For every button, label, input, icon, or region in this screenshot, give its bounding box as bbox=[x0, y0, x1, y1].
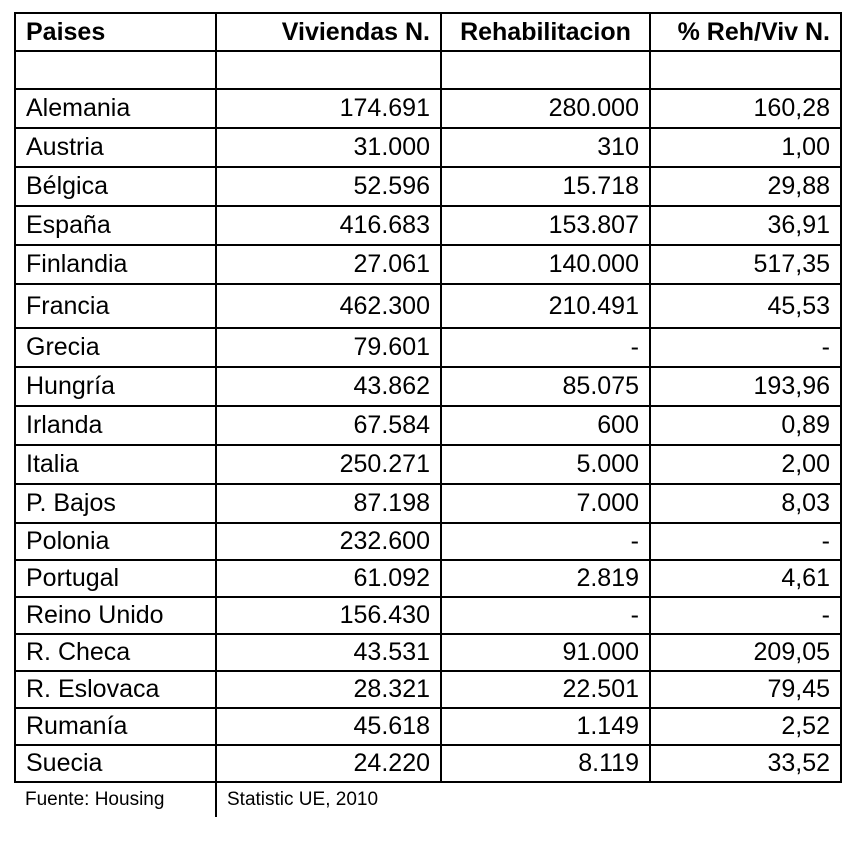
percent-cell: 2,52 bbox=[650, 708, 841, 745]
percent-cell: 29,88 bbox=[650, 167, 841, 206]
table-row bbox=[15, 406, 841, 445]
country-cell: Portugal bbox=[15, 560, 216, 597]
country-cell: España bbox=[15, 206, 216, 245]
table-row bbox=[15, 745, 841, 782]
header-rehabilitacion: Rehabilitacion bbox=[441, 13, 650, 51]
source-note-part2: Statistic UE, 2010 bbox=[216, 782, 841, 817]
header-paises: Paises bbox=[15, 13, 216, 51]
percent-cell: 36,91 bbox=[650, 206, 841, 245]
percent-cell: - bbox=[650, 328, 841, 367]
table-row bbox=[15, 128, 841, 167]
country-cell: R. Eslovaca bbox=[15, 671, 216, 708]
rehabilitacion-cell: 600 bbox=[441, 406, 650, 445]
country-cell: Grecia bbox=[15, 328, 216, 367]
country-cell: Austria bbox=[15, 128, 216, 167]
rehabilitacion-cell: - bbox=[441, 597, 650, 634]
viviendas-cell: 27.061 bbox=[216, 245, 441, 284]
percent-cell: 33,52 bbox=[650, 745, 841, 782]
table-row bbox=[15, 708, 841, 745]
percent-cell: 4,61 bbox=[650, 560, 841, 597]
percent-cell: 517,35 bbox=[650, 245, 841, 284]
housing-table bbox=[14, 12, 842, 817]
header-percent: % Reh/Viv N. bbox=[650, 13, 841, 51]
header-viviendas: Viviendas N. bbox=[216, 13, 441, 51]
table-row bbox=[15, 597, 841, 634]
percent-cell: 1,00 bbox=[650, 128, 841, 167]
table-row bbox=[15, 523, 841, 560]
rehabilitacion-cell: - bbox=[441, 328, 650, 367]
rehabilitacion-cell: 310 bbox=[441, 128, 650, 167]
rehabilitacion-cell: 85.075 bbox=[441, 367, 650, 406]
source-note-part1: Fuente: Housing bbox=[15, 782, 216, 817]
blank-row bbox=[15, 51, 841, 89]
viviendas-cell: 462.300 bbox=[216, 284, 441, 328]
percent-cell: 0,89 bbox=[650, 406, 841, 445]
rehabilitacion-cell: 140.000 bbox=[441, 245, 650, 284]
rehabilitacion-cell: 8.119 bbox=[441, 745, 650, 782]
country-cell: Italia bbox=[15, 445, 216, 484]
percent-cell: 209,05 bbox=[650, 634, 841, 671]
blank-cell bbox=[441, 51, 650, 89]
blank-cell bbox=[650, 51, 841, 89]
viviendas-cell: 67.584 bbox=[216, 406, 441, 445]
viviendas-cell: 232.600 bbox=[216, 523, 441, 560]
rehabilitacion-cell: 22.501 bbox=[441, 671, 650, 708]
viviendas-cell: 28.321 bbox=[216, 671, 441, 708]
country-cell: Hungría bbox=[15, 367, 216, 406]
table-row bbox=[15, 560, 841, 597]
table-row bbox=[15, 167, 841, 206]
table-row bbox=[15, 484, 841, 523]
country-cell: P. Bajos bbox=[15, 484, 216, 523]
rehabilitacion-cell: 7.000 bbox=[441, 484, 650, 523]
viviendas-cell: 250.271 bbox=[216, 445, 441, 484]
rehabilitacion-cell: 153.807 bbox=[441, 206, 650, 245]
rehabilitacion-cell: 1.149 bbox=[441, 708, 650, 745]
country-cell: Irlanda bbox=[15, 406, 216, 445]
country-cell: Alemania bbox=[15, 89, 216, 128]
table-row bbox=[15, 328, 841, 367]
table-row bbox=[15, 89, 841, 128]
rehabilitacion-cell: - bbox=[441, 523, 650, 560]
blank-cell bbox=[216, 51, 441, 89]
viviendas-cell: 45.618 bbox=[216, 708, 441, 745]
table-row bbox=[15, 367, 841, 406]
viviendas-cell: 156.430 bbox=[216, 597, 441, 634]
country-cell: Finlandia bbox=[15, 245, 216, 284]
percent-cell: 45,53 bbox=[650, 284, 841, 328]
rehabilitacion-cell: 2.819 bbox=[441, 560, 650, 597]
viviendas-cell: 24.220 bbox=[216, 745, 441, 782]
viviendas-cell: 87.198 bbox=[216, 484, 441, 523]
country-cell: Francia bbox=[15, 284, 216, 328]
viviendas-cell: 52.596 bbox=[216, 167, 441, 206]
blank-cell bbox=[15, 51, 216, 89]
country-cell: Polonia bbox=[15, 523, 216, 560]
rehabilitacion-cell: 5.000 bbox=[441, 445, 650, 484]
table-row bbox=[15, 245, 841, 284]
rehabilitacion-cell: 210.491 bbox=[441, 284, 650, 328]
country-cell: Bélgica bbox=[15, 167, 216, 206]
table-row bbox=[15, 634, 841, 671]
viviendas-cell: 61.092 bbox=[216, 560, 441, 597]
header-row bbox=[15, 13, 841, 51]
country-cell: Reino Unido bbox=[15, 597, 216, 634]
country-cell: Suecia bbox=[15, 745, 216, 782]
table-row bbox=[15, 445, 841, 484]
table-row bbox=[15, 284, 841, 328]
source-row bbox=[15, 782, 841, 817]
percent-cell: 2,00 bbox=[650, 445, 841, 484]
percent-cell: 8,03 bbox=[650, 484, 841, 523]
country-cell: Rumanía bbox=[15, 708, 216, 745]
rehabilitacion-cell: 15.718 bbox=[441, 167, 650, 206]
percent-cell: 79,45 bbox=[650, 671, 841, 708]
table-row bbox=[15, 206, 841, 245]
viviendas-cell: 31.000 bbox=[216, 128, 441, 167]
percent-cell: - bbox=[650, 523, 841, 560]
percent-cell: - bbox=[650, 597, 841, 634]
percent-cell: 193,96 bbox=[650, 367, 841, 406]
rehabilitacion-cell: 91.000 bbox=[441, 634, 650, 671]
viviendas-cell: 79.601 bbox=[216, 328, 441, 367]
table-row bbox=[15, 671, 841, 708]
percent-cell: 160,28 bbox=[650, 89, 841, 128]
viviendas-cell: 174.691 bbox=[216, 89, 441, 128]
viviendas-cell: 43.862 bbox=[216, 367, 441, 406]
country-cell: R. Checa bbox=[15, 634, 216, 671]
rehabilitacion-cell: 280.000 bbox=[441, 89, 650, 128]
viviendas-cell: 416.683 bbox=[216, 206, 441, 245]
viviendas-cell: 43.531 bbox=[216, 634, 441, 671]
